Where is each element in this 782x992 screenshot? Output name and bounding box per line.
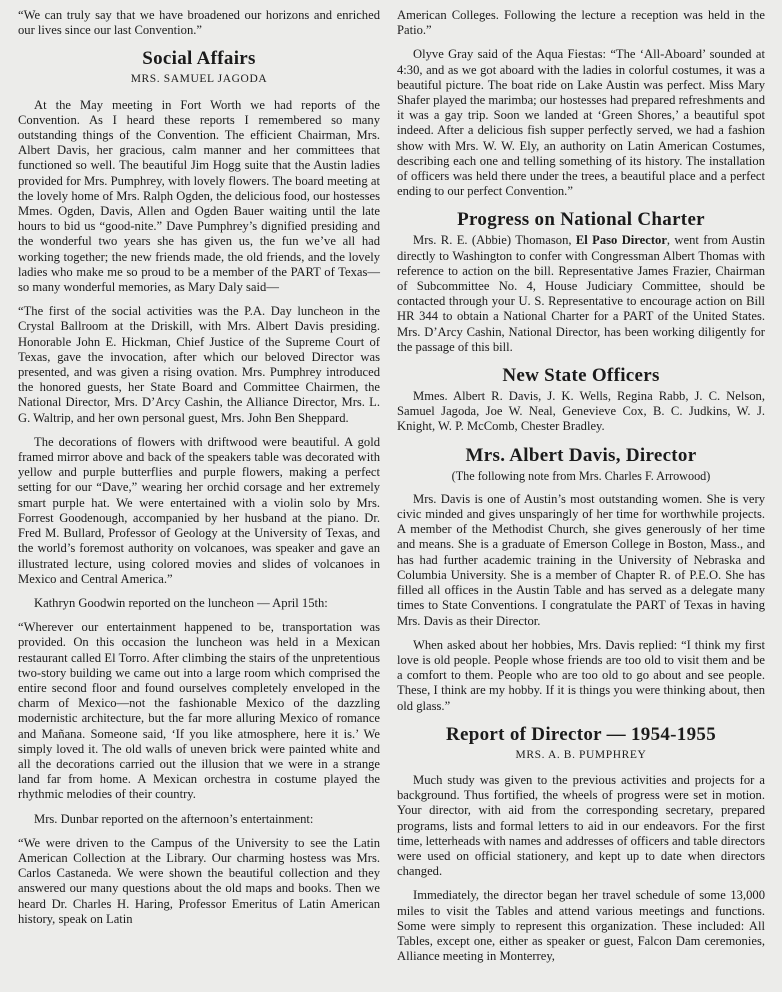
paragraph: When asked about her hobbies, Mrs. Davis replied: “I think my first love is old people. People whose friends are too old to visit them and be a comfort to them. People who are too old to go about and see people. These, I think are my hobby. If it is things you were thinking about, then old glass.” [397, 637, 765, 713]
right-column [397, 8, 765, 973]
paragraph: “We were driven to the Campus of the University to see the Latin American Collection at the Library. Our charming hostess was Mrs. Carlos Castaneda. We were shown the beautiful collection and they answered our many questions about the old maps and books. Then we heard Dr. Charles H. Haring, Professor Emeritus of Latin American history, speak on Latin [18, 835, 380, 926]
director-note: (The following note from Mrs. Charles F. Arrowood) [451, 468, 711, 483]
social-affairs-heading: Social Affairs [142, 48, 256, 70]
closing-quote-paragraph: “We can truly say that we have broadened our horizons and enriched our lives since our last Convention.” [18, 8, 380, 38]
bold-text-run: El Paso Director [575, 233, 667, 248]
director-heading: Mrs. Albert Davis, Director [465, 444, 697, 466]
paragraph: At the May meeting in Fort Worth we had reports of the Convention. As I heard these reports I remembered so many outstanding things of the Convention. The efficient Chairman, Mrs. Albert Davis, her gracious, calm manner and her committees that functioned so well. The beautiful Jim Hogg suite that the Austin ladies provided for Mrs. Pumphrey, with lovely flowers. The board meeting at the lovely home of Mrs. Ralph Ogden, the delicious food, our hostesses Mmes. Ogden, Davis, Allen and Ogden Bauer waiting until the late hours to bid us “good-nite.” Dave Pumphrey’s dignified presiding and the wonderful two years she has given us, the fun we’ve all had working together; the new friends made, the old friends, and the lovely ladies who make me so proud to be a member of the PART of Texas—so many wonderful memories, as Mary Daly said— [18, 97, 380, 295]
paragraph: Mmes. Albert R. Davis, J. K. Wells, Regina Rabb, J. C. Nelson, Samuel Jagoda, Joe W. Neal, Genevieve Cox, B. C. Judkins, W. J. Knight, W. P. McComb, Chester Bradley. [397, 389, 765, 434]
report-byline: MRS. A. B. PUMPHREY [515, 748, 647, 761]
text-run: , went from Austin directly to Washington to confer with Congressman Albert Thomas with reference to action on the bill. Representative James Frazier, Chairman of Subcommittee No. 4, House Judiciary Committee, should be contacted through your U. S. Representative to encourage action on Bill HR 344 to obtain a National Charter for a PART of the United States. Mrs. D’Arcy Cashin, National Director, has been working diligently for the passage of this bill. [397, 233, 766, 354]
paragraph: “The first of the social activities was the P.A. Day luncheon in the Crystal Ballroom at the Driskill, with Mrs. Albert Davis presiding. Honorable John E. Hickman, Chief Justice of the Supreme Court of Texas, gave the invocation, after which our beloved Director was presented, and was given a rising ovation. Mrs. Pumphrey introduced the honored guests, her State Board and Committee Chairmen, the National Director, Mrs. D’Arcy Cashin, the Alliance Director, Mrs. L. G. Waltrip, and her own personal guest, Mrs. John Ben Sheppard. [18, 304, 380, 425]
paragraph: The decorations of flowers with driftwood were beautiful. A gold framed mirror above and back of the speakers table was decorated with yellow and purple butterflies and purple flowers, making a perfect setting for our “Dave,” wearing her orchid corsage and her extremely smart purple hat. We were entertained with a violin solo by Mrs. Forrest Goodenough, accompanied by her husband at the piano. Dr. Fred M. Bullard, Professor of Geology at the University of Texas, and the world’s foremost authority on volcanoes, was speaker and gave an illustrated lecture, using colored movies and slides of volcanoes in Mexico and Central America.” [18, 434, 380, 586]
paragraph: “Wherever our entertainment happened to be, transportation was provided. On this occasion the luncheon was held in a Mexican restaurant called El Torro. After climbing the stairs of the unpretentious two-story building we came out into a large room which comprised the entire second floor and found ourselves completely enveloped in the charm of Mexico—not the fashionable Mexico of the dazzling modernistic architecture, but the far more alluring Mexico of romance and Mañana. Someone said, ‘If you like atmosphere, here it is.’ We simply loved it. The old walls of uneven brick were painted white and all the decorations carried out the illusion that we were in a strange land far from home. A Mexican orchestra in costume played the rhythmic melodies of their country. [18, 620, 380, 802]
social-affairs-byline: MRS. SAMUEL JAGODA [130, 73, 268, 86]
paragraph: American Colleges. Following the lecture a reception was held in the Patio.” [397, 8, 765, 38]
paragraph: Mrs. Dunbar reported on the afternoon’s entertainment: [34, 811, 314, 826]
state-officers-heading: New State Officers [502, 365, 660, 387]
national-charter-heading: Progress on National Charter [457, 209, 705, 231]
paragraph: Immediately, the director began her travel schedule of some 13,000 miles to visit the Tables and attend various meetings and functions. Some were simply to represent this organization. These included: All Tables, except one, either as speaker or guest, Falcon Dam ceremonies, Alliance meeting in Monterrey, [397, 888, 765, 964]
paragraph: Much study was given to the previous activities and projects for a background. Thus fortified, the wheels of progress were set in motion. Your director, with aid from the corresponding secretary, prepared programs, lists and formal letters to aid in our endeavors. For the first time, letterheads with names and addresses of officers and table directors were used on official stationery, and kept up to date when directors changed. [397, 772, 766, 879]
text-run: Mrs. R. E. (Abbie) Thomason, [413, 233, 576, 248]
left-column [18, 8, 380, 936]
paragraph: Kathryn Goodwin reported on the luncheon — April 15th: [34, 595, 328, 610]
paragraph: Olyve Gray said of the Aqua Fiestas: “The ‘All-Aboard’ sounded at 4:30, and as we got aboard with the ladies in colorful costumes, it was a beautiful picture. The boat ride on Lake Austin was perfect. Miss Mary Shafer played the marimba; our hostesses had prepared refreshments and it was a gay trip. Soon we landed at ‘Green Shores,’ a beautiful spot indeed. After a delicious fish supper perfectly served, we had a fashion show with Mrs. W. W. Ely, an authority on Latin American Costumes, describing each one and telling something of its history. The installation of officers was held there under the trees, a beautiful place and a perfect ending to our perfect Convention.” [397, 47, 765, 199]
report-heading: Report of Director — 1954-1955 [445, 723, 716, 745]
paragraph [397, 233, 765, 355]
paragraph: Mrs. Davis is one of Austin’s most outstanding women. She is very civic minded and gives unsparingly of her time for worthwhile projects. A member of the Methodist Church, she gives generously of her time and means. She is a graduate of Emerson College in Boston, Mass., and has had further academic training in the University of Nebraska and Columbia University. She is a member of Chapter R. of P.E.O. She has filled all offices in the Austin Table and has served as a delegate many times to State Conventions. I congratulate the PART of Texas in having Mrs. Davis as their Director. [397, 491, 765, 628]
